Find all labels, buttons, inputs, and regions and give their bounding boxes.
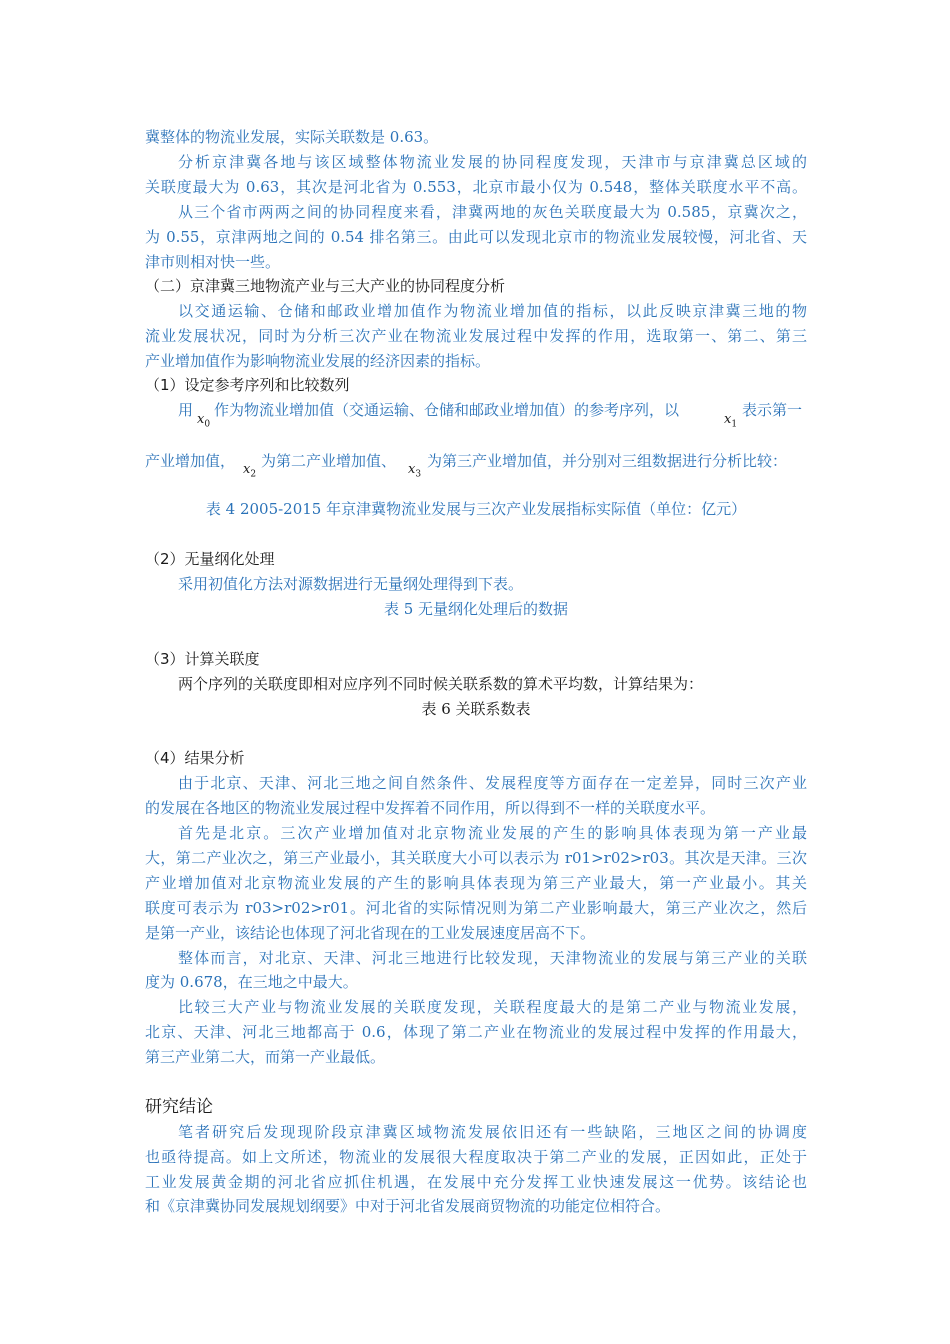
paragraph-line: 大，第二产业次之，第三产业最小，其关联度大小可以表示为 r01>r02>r03。其次是天津。三次 — [145, 849, 807, 867]
paragraph-line: 关联度最大为 0.63，其次是河北省为 0.553，北京市最小仅为 0.548，整体关联度水平不高。 — [145, 178, 807, 196]
paragraph-line: 和《京津冀协同发展规划纲要》中对于河北省发展商贸物流的功能定位相符合。 — [145, 1197, 671, 1215]
paragraph-line: 是第一产业，该结论也体现了河北省现在的工业发展速度居高不下。 — [145, 924, 596, 942]
paragraph-line: 采用初值化方法对源数据进行无量纲处理得到下表。 — [178, 575, 524, 593]
text-fragment: 表示第一 — [742, 401, 803, 419]
paragraph-line: 比较三大产业与物流业发展的关联度发现，关联程度最大的是第二产业与物流业发展， — [178, 998, 807, 1016]
section-heading: （二）京津冀三地物流产业与三大产业的协同程度分析 — [145, 277, 506, 295]
paragraph-line: 分析京津冀各地与该区域整体物流业发展的协同程度发现，天津市与京津冀总区域的 — [178, 153, 807, 171]
text-fragment: 作为物流业增加值（交通运输、仓储和邮政业增加值）的参考序列，以 — [214, 401, 680, 419]
table-caption: 表 6 关联系数表 — [421, 700, 531, 718]
paragraph-line: 工业发展黄金期的河北省应抓住机遇，在发展中充分发挥工业快速发展这一优势。该结论也 — [145, 1173, 807, 1191]
text-fragment: 用 — [178, 401, 194, 419]
math-x1: $x_1$ — [724, 412, 738, 430]
paragraph-line: 首先是北京。三次产业增加值对北京物流业发展的产生的影响具体表现为第一产业最 — [178, 824, 807, 842]
paragraph-line: 两个序列的关联度即相对应序列不同时候关联系数的算术平均数，计算结果为： — [178, 675, 704, 693]
table-caption: 表 4 2005-2015 年京津冀物流业发展与三次产业发展指标实际值（单位：亿元） — [205, 500, 747, 518]
paragraph-line: 整体而言，对北京、天津、河北三地进行比较发现，天津物流业的发展与第三产业的关联 — [178, 949, 807, 967]
math-x0: $x_0$ — [197, 412, 211, 430]
paragraph-line: 由于北京、天津、河北三地之间自然条件、发展程度等方面存在一定差异，同时三次产业 — [178, 774, 807, 792]
paragraph-line: 的发展在各地区的物流业发展过程中发挥着不同作用，所以得到不一样的关联度水平。 — [145, 799, 716, 817]
math-x2: $x_2$ — [243, 462, 257, 480]
math-x3: $x_3$ — [408, 462, 422, 480]
step-heading: （4）结果分析 — [145, 749, 245, 767]
paragraph-line: 以交通运输、仓储和邮政业增加值作为物流业增加值的指标，以此反映京津冀三地的物 — [178, 302, 807, 320]
text-fragment: 产业增加值， — [145, 452, 236, 470]
conclusion-heading: 研究结论 — [145, 1097, 213, 1117]
paragraph-line: 冀整体的物流业发展，实际关联数是 0.63。 — [145, 128, 439, 146]
paragraph-line: 也亟待提高。如上文所述，物流业的发展很大程度取决于第二产业的发展，正因如此，正处于 — [145, 1148, 807, 1166]
paragraph-line: 流业发展状况，同时为分析三次产业在物流业发展过程中发挥的作用，选取第一、第二、第三 — [145, 327, 807, 345]
step-heading: （1）设定参考序列和比较数列 — [145, 376, 350, 394]
paragraph-line: 产业增加值作为影响物流业发展的经济因素的指标。 — [145, 352, 491, 370]
paragraph-line: 笔者研究后发现现阶段京津冀区域物流发展依旧还有一些缺陷，三地区之间的协调度 — [178, 1123, 807, 1141]
text-fragment: 为第二产业增加值、 — [261, 452, 397, 470]
paragraph-line: 北京、天津、河北三地都高于 0.6，体现了第二产业在物流业的发展过程中发挥的作用最大， — [145, 1023, 807, 1041]
paragraph-line: 产业增加值对北京物流业发展的产生的影响具体表现为第三产业最大，第一产业最小。其关 — [145, 874, 807, 892]
text-fragment: 为第三产业增加值，并分别对三组数据进行分析比较： — [427, 452, 788, 470]
paragraph-line: 联度可表示为 r03>r02>r01。河北省的实际情况则为第二产业影响最大，第三产业次之，然后 — [145, 899, 807, 917]
paragraph-line: 第三产业第二大，而第一产业最低。 — [145, 1048, 386, 1066]
paragraph-line: 津市则相对快一些。 — [145, 253, 281, 271]
step-heading: （3）计算关联度 — [145, 650, 260, 668]
paragraph-line: 为 0.55，京津两地之间的 0.54 排名第三。由此可以发现北京市的物流业发展较慢，河北省、天 — [145, 228, 807, 246]
table-caption: 表 5 无量纲化处理后的数据 — [383, 600, 569, 618]
step-heading: （2）无量纲化处理 — [145, 550, 275, 568]
paragraph-line: 度为 0.678，在三地之中最大。 — [145, 973, 358, 991]
paragraph-line: 从三个省市两两之间的协同程度来看，津冀两地的灰色关联度最大为 0.585，京冀次之， — [178, 203, 807, 221]
